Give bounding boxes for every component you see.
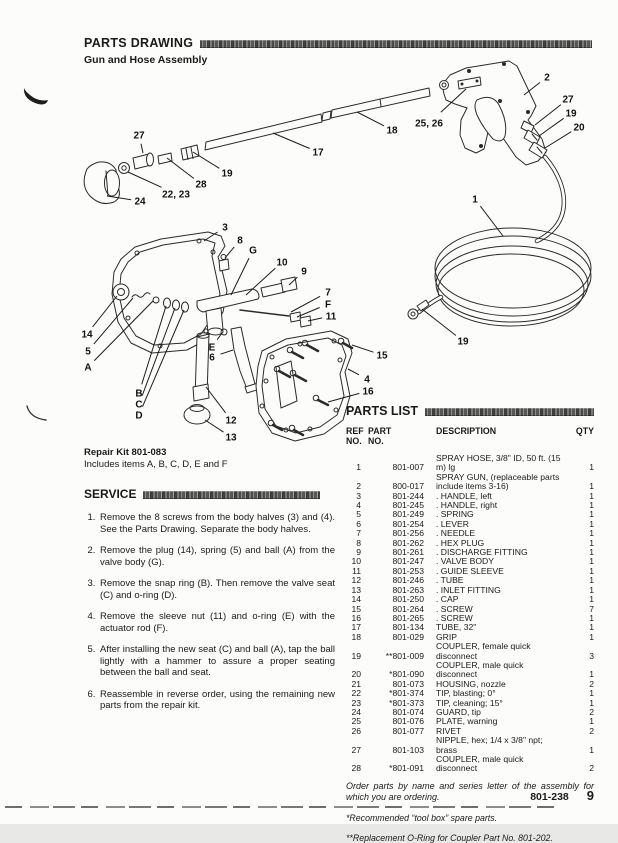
cell-ref: 3 bbox=[356, 490, 361, 501]
callout-label: F bbox=[324, 299, 332, 311]
callout-label: C bbox=[135, 399, 143, 411]
callout-leader bbox=[221, 350, 234, 354]
cell-part: 801-245 bbox=[392, 500, 424, 511]
cell-ref: 12 bbox=[351, 575, 361, 586]
callout-label: 4 bbox=[364, 374, 370, 386]
rivet bbox=[476, 80, 478, 82]
callout-label: 24 bbox=[134, 196, 146, 208]
cell-part: 801-263 bbox=[392, 584, 424, 595]
cell-part: *801-373 bbox=[389, 697, 424, 708]
drawing-shape bbox=[527, 111, 530, 114]
cell-ref: 24 bbox=[351, 706, 361, 717]
parts-list-section bbox=[346, 404, 594, 843]
parts-list-row bbox=[346, 510, 594, 519]
callout-leader bbox=[348, 369, 359, 375]
cell-desc: GRIP bbox=[436, 631, 458, 642]
callout-label: 2 bbox=[544, 72, 550, 84]
hose-figure bbox=[408, 157, 591, 326]
cell-ref: 26 bbox=[351, 725, 361, 736]
cell-ref: 15 bbox=[351, 603, 361, 614]
service-step: 3. Remove the snap ring (B). Then remove the valve seat (C) and o-ring (D). bbox=[98, 578, 335, 601]
cell-qty: 1 bbox=[589, 565, 594, 576]
callout-label: 12 bbox=[225, 415, 237, 427]
callout-leader bbox=[167, 158, 194, 179]
cell-ref: 11 bbox=[352, 565, 361, 576]
cell-qty: 1 bbox=[589, 716, 594, 727]
cell-ref: 20 bbox=[351, 669, 361, 680]
drawing-shape bbox=[408, 309, 418, 319]
cell-part: 801-103 bbox=[392, 744, 424, 755]
repair-kit-title: Repair Kit 801-083 bbox=[84, 447, 167, 458]
callout-leader bbox=[93, 296, 117, 327]
cell-desc: . HANDLE, left bbox=[436, 490, 492, 501]
cell-desc: RIVET bbox=[436, 725, 462, 736]
cell-part: 801-265 bbox=[392, 612, 424, 623]
callout-label: 6 bbox=[209, 352, 215, 364]
callout-leader bbox=[206, 387, 226, 413]
callout-leader bbox=[141, 144, 143, 153]
drawing-shape bbox=[438, 254, 584, 326]
service-step: 1. Remove the 8 screws from the body halves (3) and (4). See the Parts Drawing. Separate the body halves. bbox=[98, 512, 335, 535]
cell-part: **801-009 bbox=[385, 650, 424, 661]
callout-leader bbox=[273, 133, 310, 149]
page-number: 9 bbox=[586, 788, 594, 803]
cell-qty: 1 bbox=[589, 500, 594, 511]
page-header bbox=[84, 36, 592, 66]
drawing-shape bbox=[290, 312, 301, 322]
callout-label: 1 bbox=[472, 194, 478, 206]
callout-leader bbox=[422, 309, 456, 336]
drawing-shape bbox=[219, 259, 229, 271]
parts-list-row bbox=[346, 661, 594, 680]
cell-ref: 22 bbox=[351, 688, 361, 699]
cell-desc: TUBE, 32" bbox=[436, 622, 477, 633]
callout-label: A bbox=[84, 362, 92, 374]
drawing-shape bbox=[480, 145, 483, 148]
cell-part: 800-017 bbox=[392, 481, 424, 492]
section-rule bbox=[200, 40, 592, 48]
cell-part: 801-253 bbox=[392, 565, 424, 576]
cell-qty: 1 bbox=[589, 622, 594, 633]
callout-leader bbox=[535, 105, 561, 125]
cell-desc: PLATE, warning bbox=[436, 716, 498, 727]
drawing-shape bbox=[300, 316, 311, 327]
needle-part bbox=[240, 310, 289, 316]
cell-part: 801-246 bbox=[392, 575, 424, 586]
drawing-shape bbox=[537, 157, 564, 241]
callout-label: 14 bbox=[81, 329, 93, 341]
section-title-parts-list: PARTS LIST bbox=[346, 404, 418, 418]
cell-part: *801-091 bbox=[389, 763, 424, 774]
cell-ref: 23 bbox=[351, 697, 361, 708]
bottom-rule bbox=[5, 806, 557, 808]
cell-desc: COUPLER, male quick disconnect bbox=[436, 754, 524, 774]
cell-ref: 18 bbox=[351, 631, 361, 642]
cell-part: 801-007 bbox=[392, 462, 424, 473]
drawing-shape bbox=[499, 100, 502, 103]
cell-ref: 16 bbox=[351, 612, 361, 623]
callout-leader bbox=[480, 206, 503, 236]
parts-list-row bbox=[346, 717, 594, 726]
cell-part: 801-077 bbox=[392, 725, 424, 736]
cell-qty: 1 bbox=[589, 547, 594, 558]
cell-qty: 1 bbox=[589, 631, 594, 642]
parts-list-row bbox=[346, 755, 594, 774]
callout-label: G bbox=[249, 245, 257, 257]
callout-label: 20 bbox=[573, 122, 585, 134]
drawing-shape bbox=[468, 70, 471, 73]
callout-label: 18 bbox=[386, 125, 398, 137]
cell-qty: 1 bbox=[589, 537, 594, 548]
callout-label: 11 bbox=[325, 311, 337, 323]
service-steps-list bbox=[84, 512, 335, 712]
cell-ref: 28 bbox=[351, 763, 361, 774]
drawing-shape bbox=[193, 384, 209, 401]
parts-list-body bbox=[346, 454, 594, 774]
cell-part: 801-256 bbox=[392, 528, 424, 539]
cell-part: 801-247 bbox=[392, 556, 424, 567]
cell-ref: 17 bbox=[351, 622, 361, 633]
cell-desc: . HANDLE, right bbox=[436, 500, 498, 511]
cell-desc: HOUSING, nozzle bbox=[436, 678, 506, 689]
callout-label: 16 bbox=[362, 386, 374, 398]
callout-label: 15 bbox=[376, 350, 388, 362]
scan-artifact-mid bbox=[27, 406, 46, 420]
cell-desc: . TUBE bbox=[436, 575, 464, 586]
cell-part: 801-134 bbox=[392, 622, 424, 633]
cell-desc: COUPLER, male quick disconnect bbox=[436, 659, 524, 680]
drawing-shape bbox=[435, 228, 591, 308]
section-rule bbox=[143, 491, 320, 499]
cell-desc: . CAP bbox=[436, 594, 459, 605]
cell-ref: 9 bbox=[356, 547, 361, 558]
cell-part: *801-090 bbox=[389, 669, 424, 680]
parts-list-row bbox=[346, 623, 594, 632]
callout-label: 9 bbox=[301, 266, 307, 278]
cell-ref: 25 bbox=[351, 716, 361, 727]
callout-label: 13 bbox=[225, 432, 237, 444]
cell-qty: 1 bbox=[589, 594, 594, 605]
cell-qty: 1 bbox=[589, 481, 594, 492]
callout-label: 25, 26 bbox=[415, 118, 443, 130]
service-step: 2. Remove the plug (14), spring (5) and ball (A) from the valve body (G). bbox=[98, 545, 335, 568]
parts-list-row bbox=[346, 736, 594, 755]
cell-qty: 1 bbox=[589, 688, 594, 699]
callout-leader bbox=[225, 247, 234, 258]
callout-label: B bbox=[135, 388, 143, 400]
cell-qty: 1 bbox=[589, 697, 594, 708]
callout-label: 28 bbox=[195, 179, 207, 191]
cell-desc: . INLET FITTING bbox=[436, 584, 501, 595]
cell-ref: 7 bbox=[356, 528, 361, 539]
cell-part: 801-029 bbox=[392, 631, 424, 642]
cell-qty: 1 bbox=[589, 528, 594, 539]
callout-leader bbox=[357, 112, 384, 126]
callout-label: 7 bbox=[325, 287, 331, 299]
callout-label: 19 bbox=[221, 168, 233, 180]
handle-right-figure bbox=[256, 331, 352, 441]
cell-qty: 2 bbox=[589, 725, 594, 736]
section-title-parts-drawing: PARTS DRAWING bbox=[84, 36, 194, 50]
cell-qty: 1 bbox=[589, 744, 594, 755]
cell-desc: . LEVER bbox=[436, 518, 469, 529]
callout-label: 5 bbox=[85, 346, 91, 358]
document-number: 801-238 bbox=[530, 791, 569, 803]
repair-kit-subtitle: Includes items A, B, C, D, E and F bbox=[84, 459, 228, 470]
cell-part: 801-249 bbox=[392, 509, 424, 520]
footnote-single-asterisk: *Recommended “tool box” spare parts. bbox=[346, 812, 498, 823]
cell-part: 801-074 bbox=[392, 706, 424, 717]
callout-label: 27 bbox=[562, 94, 574, 106]
parts-list-row bbox=[346, 454, 594, 473]
cell-ref: 5 bbox=[356, 509, 361, 520]
cell-part: 801-261 bbox=[392, 547, 424, 558]
cell-part: *801-374 bbox=[389, 688, 424, 699]
cell-qty: 1 bbox=[589, 575, 594, 586]
cell-desc: . HEX PLUG bbox=[436, 537, 485, 548]
cell-qty: 1 bbox=[589, 490, 594, 501]
cell-ref: 4 bbox=[356, 500, 361, 511]
wand-figure bbox=[205, 88, 430, 150]
section-rule bbox=[425, 408, 594, 416]
drawing-shape bbox=[147, 153, 154, 166]
gun-figure bbox=[440, 61, 548, 165]
cell-desc: TIP, cleaning; 15° bbox=[436, 697, 503, 708]
parts-list-header bbox=[346, 427, 594, 446]
parts-list-row bbox=[346, 567, 594, 576]
callout-label: 17 bbox=[312, 147, 324, 159]
cell-ref: 1 bbox=[356, 462, 361, 473]
cell-desc: . NEEDLE bbox=[436, 528, 476, 539]
cell-desc: COUPLER, female quick disconnect bbox=[436, 641, 531, 661]
drawing-shape bbox=[119, 163, 130, 174]
cell-part: 801-073 bbox=[392, 678, 424, 689]
service-step: 5. After installing the new seat (C) and ball (A), tap the ball lightly with a hammer to assure a proper seating between the ball and seat. bbox=[98, 644, 335, 679]
cell-qty: 2 bbox=[589, 678, 594, 689]
cell-ref: 27 bbox=[351, 744, 361, 755]
drawing-shape bbox=[322, 111, 331, 121]
callout-label: D bbox=[135, 410, 143, 422]
cell-qty: 1 bbox=[589, 509, 594, 520]
cell-desc: GUARD, tip bbox=[436, 706, 481, 717]
service-step: 6. Reassemble in reverse order, using the remaining new parts from the repair kit. bbox=[98, 689, 335, 712]
cell-desc: . SCREW bbox=[436, 603, 473, 614]
drawing-subtitle: Gun and Hose Assembly bbox=[84, 54, 208, 66]
cell-qty: 1 bbox=[589, 669, 594, 680]
cell-part: 801-244 bbox=[392, 490, 424, 501]
callout-leader bbox=[545, 132, 571, 148]
callout-leader bbox=[128, 172, 162, 187]
drawing-shape bbox=[435, 236, 591, 316]
cell-ref: 19 bbox=[351, 650, 361, 661]
scan-artifact-top bbox=[24, 88, 48, 104]
callout-label: 19 bbox=[457, 336, 469, 348]
callout-leader bbox=[205, 420, 224, 432]
callout-leader bbox=[193, 152, 219, 168]
cell-desc: . DISCHARGE FITTING bbox=[436, 547, 528, 558]
page-footer bbox=[530, 788, 594, 803]
cell-part: 801-250 bbox=[392, 594, 424, 605]
cell-ref: 10 bbox=[351, 556, 361, 567]
drawing-shape bbox=[256, 331, 352, 441]
col-part: PART NO. bbox=[368, 426, 392, 446]
handle-left-figure bbox=[112, 232, 227, 353]
callout-leader bbox=[231, 258, 249, 295]
cell-qty: 3 bbox=[589, 650, 594, 661]
rivet bbox=[461, 83, 463, 85]
service-step: 4. Remove the sleeve nut (11) and o-ring (E) with the actuator rod (F). bbox=[98, 611, 335, 634]
lever-part bbox=[231, 327, 255, 389]
order-note: Order parts by name and series letter of the assembly for which you are ordering. bbox=[346, 780, 594, 802]
cell-ref: 2 bbox=[356, 481, 361, 492]
cell-desc: TIP, blasting; 0° bbox=[436, 688, 496, 699]
callout-label: 19 bbox=[565, 108, 577, 120]
cell-desc: SPRAY GUN, (replaceable parts include items 3-16) bbox=[436, 471, 560, 492]
cell-part: 801-076 bbox=[392, 716, 424, 727]
cell-part: 801-262 bbox=[392, 537, 424, 548]
cell-desc: . SPRING bbox=[436, 509, 474, 520]
cell-qty: 7 bbox=[589, 603, 594, 614]
callout-label: 10 bbox=[276, 257, 288, 269]
parts-list-row bbox=[346, 473, 594, 492]
cell-ref: 8 bbox=[356, 537, 361, 548]
cell-qty: 2 bbox=[589, 706, 594, 717]
cell-desc: . VALVE BODY bbox=[436, 556, 494, 567]
drawing-shape bbox=[440, 81, 449, 90]
footnote-double-asterisk: **Replacement O-Ring for Coupler Part No. 801-202. bbox=[346, 832, 553, 843]
cell-desc: NIPPLE, hex; 1/4 x 3/8" npt; brass bbox=[436, 735, 543, 755]
drawing-shape bbox=[24, 61, 591, 441]
cell-ref: 13 bbox=[351, 584, 361, 595]
cell-ref: 6 bbox=[356, 518, 361, 529]
cell-part: 801-264 bbox=[392, 603, 424, 614]
col-ref: REF NO. bbox=[346, 426, 364, 446]
col-description: DESCRIPTION bbox=[436, 426, 497, 436]
cell-qty: 2 bbox=[589, 763, 594, 774]
cell-qty: 1 bbox=[589, 612, 594, 623]
cell-part: 801-254 bbox=[392, 518, 424, 529]
callout-label: 27 bbox=[133, 130, 145, 142]
callout-label: 22, 23 bbox=[162, 189, 190, 201]
cell-qty: 1 bbox=[589, 462, 594, 473]
drawing-shape bbox=[205, 114, 322, 150]
cell-desc: SPRAY HOSE, 3/8" ID, 50 ft. (15 m) lg bbox=[436, 453, 561, 473]
callout-leader bbox=[352, 345, 374, 352]
parts-list-row bbox=[346, 586, 594, 595]
section-title-service: SERVICE bbox=[84, 487, 137, 501]
parts-list-row bbox=[346, 642, 594, 661]
drawing-shape bbox=[436, 246, 588, 322]
cell-qty: 1 bbox=[589, 584, 594, 595]
cell-desc: . SCREW bbox=[436, 612, 473, 623]
left-column bbox=[84, 447, 335, 722]
callout-label: 8 bbox=[237, 235, 243, 247]
cell-qty: 1 bbox=[589, 556, 594, 567]
cell-qty: 1 bbox=[589, 518, 594, 529]
callout-label: 3 bbox=[222, 222, 228, 234]
drawing-shape bbox=[181, 145, 199, 160]
callout-leader bbox=[539, 118, 564, 136]
drawing-shape bbox=[537, 157, 564, 241]
drawing-shape bbox=[158, 153, 172, 164]
cell-ref: 14 bbox=[351, 594, 361, 605]
cell-desc: . GUIDE SLEEVE bbox=[436, 565, 504, 576]
col-qty: QTY bbox=[575, 426, 594, 436]
callout-label: E bbox=[208, 342, 216, 354]
cell-ref: 21 bbox=[351, 678, 361, 689]
